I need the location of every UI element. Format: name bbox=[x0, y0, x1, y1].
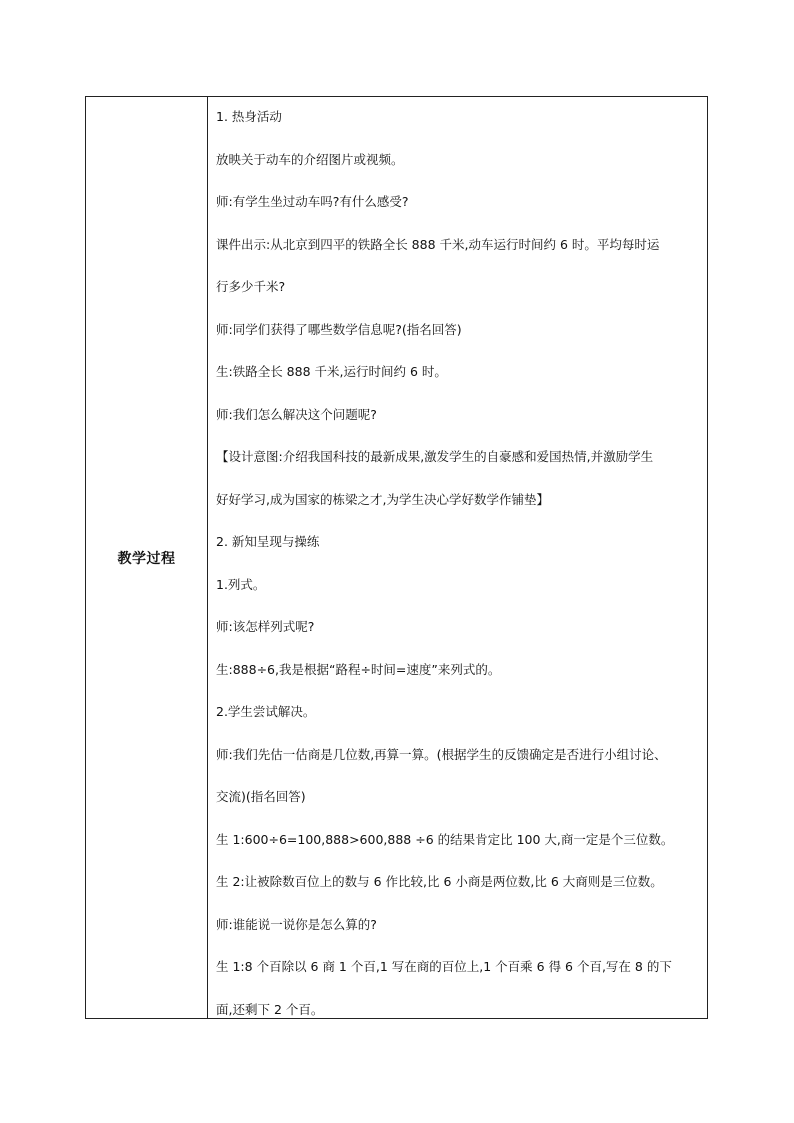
text-line: 面,还剩下 2 个百。 bbox=[216, 1001, 324, 1017]
design-intent-line: 【设计意图:介绍我国科技的最新成果,激发学生的自豪感和爱国热情,并激励学生 bbox=[216, 449, 654, 464]
text-line: 课件出示:从北京到四平的铁路全长 888 千米,动车运行时间约 6 时。平均每时运 bbox=[216, 236, 660, 252]
text-line: 生 1:8 个百除以 6 商 1 个百,1 写在商的百位上,1 个百乘 6 得 6 个百,写在 8 的下 bbox=[216, 959, 672, 974]
text-line: 1.列式。 bbox=[216, 576, 266, 592]
text-line: 生:铁路全长 888 千米,运行时间约 6 时。 bbox=[216, 364, 447, 379]
text-line: 师:我们先估一估商是几位数,再算一算。(根据学生的反馈确定是否进行小组讨论、 bbox=[216, 746, 667, 762]
text-line: 交流)(指名回答) bbox=[216, 789, 306, 804]
text-line: 生 2:让被除数百位上的数与 6 作比较,比 6 小商是两位数,比 6 大商则是三位数。 bbox=[216, 874, 663, 889]
section-label: 教学过程 bbox=[117, 550, 176, 567]
heading-new-knowledge: 2. 新知呈现与操练 bbox=[216, 534, 320, 549]
heading-warmup: 1. 热身活动 bbox=[216, 109, 282, 124]
lesson-table bbox=[85, 96, 708, 1019]
text-line: 生:888÷6,我是根据“路程÷时间=速度”来列式的。 bbox=[216, 661, 501, 677]
text-line: 生 1:600÷6=100,888>600,888 ÷6 的结果肯定比 100 大,商一定是个三位数。 bbox=[216, 831, 674, 847]
text-line: 2.学生尝试解决。 bbox=[216, 704, 316, 719]
text-line: 放映关于动车的介绍图片或视频。 bbox=[216, 151, 404, 167]
section-label-cell bbox=[86, 97, 208, 1018]
text-line: 师:有学生坐过动车吗?有什么感受? bbox=[216, 194, 409, 209]
text-line: 师:我们怎么解决这个问题呢? bbox=[216, 406, 377, 422]
content-cell bbox=[208, 97, 707, 1018]
text-line: 师:该怎样列式呢? bbox=[216, 619, 315, 634]
text-line: 行多少千米? bbox=[216, 279, 286, 294]
text-line: 师:同学们获得了哪些数学信息呢?(指名回答) bbox=[216, 321, 462, 337]
text-line: 师:谁能说一说你是怎么算的? bbox=[216, 916, 377, 932]
design-intent-line: 好好学习,成为国家的栋梁之才,为学生决心学好数学作铺垫】 bbox=[216, 491, 549, 507]
